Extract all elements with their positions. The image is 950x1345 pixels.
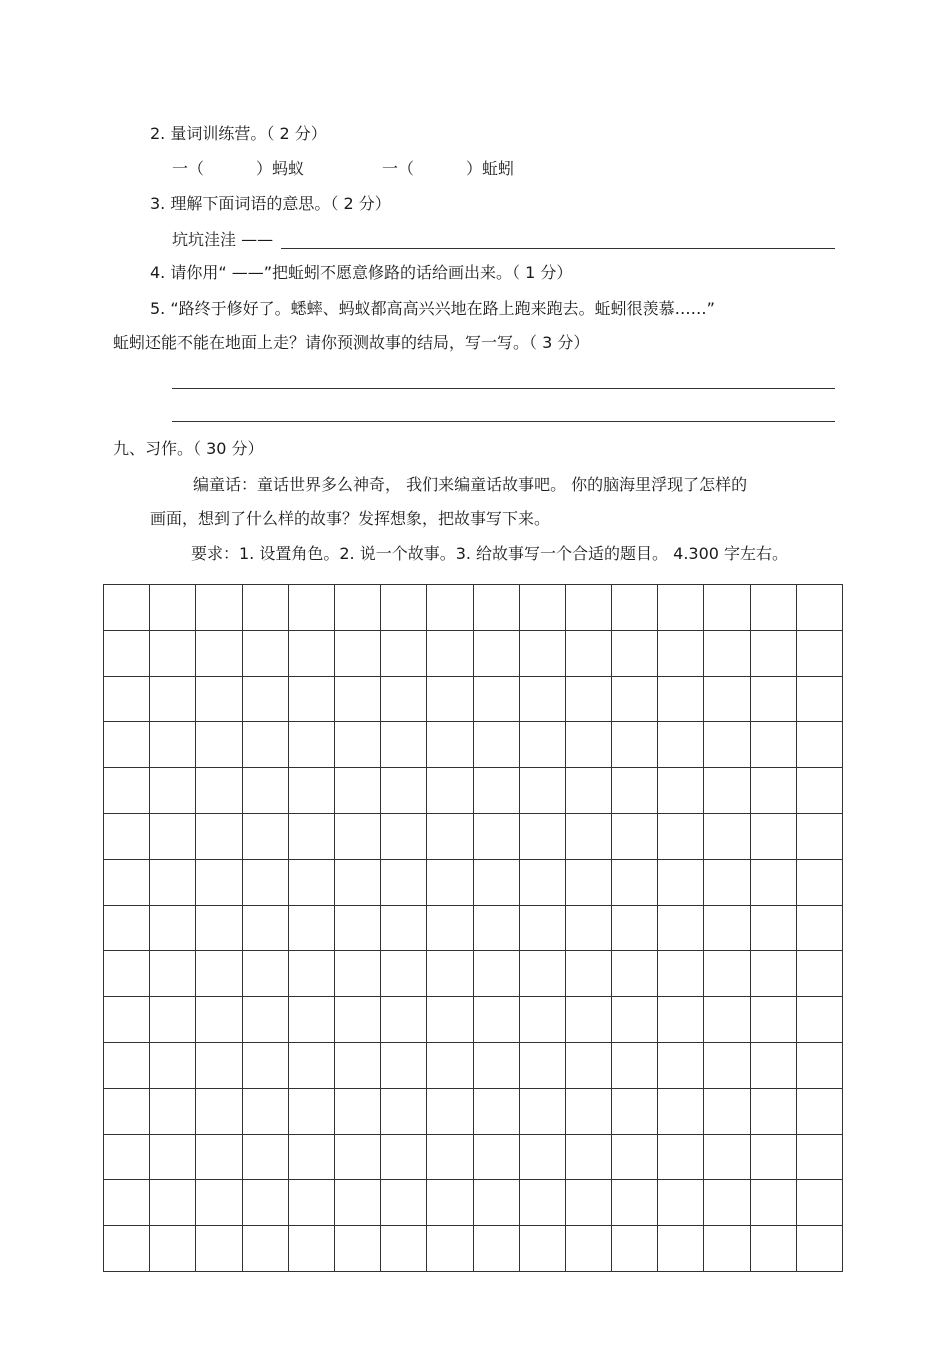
grid-cell[interactable] — [751, 722, 797, 768]
grid-cell[interactable] — [427, 631, 473, 677]
grid-cell[interactable] — [566, 906, 612, 952]
grid-cell[interactable] — [704, 860, 750, 906]
grid-cell[interactable] — [520, 860, 566, 906]
grid-cell[interactable] — [566, 951, 612, 997]
grid-cell[interactable] — [474, 906, 520, 952]
grid-cell[interactable] — [104, 631, 150, 677]
grid-cell[interactable] — [196, 1089, 242, 1135]
grid-cell[interactable] — [520, 951, 566, 997]
grid-cell[interactable] — [658, 677, 704, 723]
grid-cell[interactable] — [658, 860, 704, 906]
grid-cell[interactable] — [381, 677, 427, 723]
grid-cell[interactable] — [196, 951, 242, 997]
grid-cell[interactable] — [704, 997, 750, 1043]
grid-cell[interactable] — [289, 906, 335, 952]
grid-cell[interactable] — [797, 1043, 843, 1089]
grid-cell[interactable] — [797, 631, 843, 677]
grid-cell[interactable] — [427, 814, 473, 860]
grid-cell[interactable] — [335, 1226, 381, 1272]
grid-cell[interactable] — [150, 997, 196, 1043]
grid-cell[interactable] — [150, 1226, 196, 1272]
grid-cell[interactable] — [658, 768, 704, 814]
grid-cell[interactable] — [520, 1226, 566, 1272]
grid-cell[interactable] — [474, 1180, 520, 1226]
grid-cell[interactable] — [797, 1135, 843, 1181]
section9-prompt-line2: 画面，想到了什么样的故事？发挥想象，把故事写下来。 — [150, 509, 551, 528]
grid-cell[interactable] — [797, 768, 843, 814]
grid-cell[interactable] — [335, 768, 381, 814]
grid-cell[interactable] — [427, 951, 473, 997]
grid-cell[interactable] — [427, 768, 473, 814]
grid-cell[interactable] — [474, 1089, 520, 1135]
grid-cell[interactable] — [196, 997, 242, 1043]
grid-cell[interactable] — [612, 1043, 658, 1089]
grid-cell[interactable] — [751, 677, 797, 723]
grid-cell[interactable] — [658, 906, 704, 952]
grid-cell[interactable] — [751, 631, 797, 677]
grid-cell[interactable] — [474, 1043, 520, 1089]
grid-cell[interactable] — [751, 951, 797, 997]
grid-cell[interactable] — [566, 768, 612, 814]
grid-cell[interactable] — [704, 677, 750, 723]
grid-cell[interactable] — [289, 585, 335, 631]
grid-cell[interactable] — [150, 814, 196, 860]
grid-cell[interactable] — [427, 997, 473, 1043]
grid-cell[interactable] — [104, 585, 150, 631]
grid-cell[interactable] — [335, 814, 381, 860]
grid-cell[interactable] — [427, 1089, 473, 1135]
grid-cell[interactable] — [520, 814, 566, 860]
grid-cell[interactable] — [427, 722, 473, 768]
grid-cell[interactable] — [196, 768, 242, 814]
grid-cell[interactable] — [520, 631, 566, 677]
grid-cell[interactable] — [289, 768, 335, 814]
grid-cell[interactable] — [150, 677, 196, 723]
q2-item1-suffix: ）蚂蚁 — [256, 159, 305, 178]
grid-cell[interactable] — [797, 814, 843, 860]
grid-cell[interactable] — [243, 1180, 289, 1226]
grid-cell[interactable] — [150, 906, 196, 952]
grid-cell[interactable] — [612, 585, 658, 631]
section9-prompt-line1: 编童话：童话世界多么神奇， 我们来编童话故事吧。 你的脑海里浮现了怎样的 — [193, 475, 748, 494]
grid-cell[interactable] — [751, 860, 797, 906]
grid-cell[interactable] — [474, 951, 520, 997]
grid-cell[interactable] — [474, 677, 520, 723]
grid-cell[interactable] — [104, 860, 150, 906]
q2-item1-prefix: 一（ — [172, 159, 205, 178]
q5-line2: 蚯蚓还能不能在地面上走？请你预测故事的结局，写一写。（ 3 分） — [113, 333, 590, 352]
grid-cell[interactable] — [520, 1089, 566, 1135]
grid-cell[interactable] — [335, 1089, 381, 1135]
grid-cell[interactable] — [150, 768, 196, 814]
grid-cell[interactable] — [427, 677, 473, 723]
grid-cell[interactable] — [289, 951, 335, 997]
grid-cell[interactable] — [612, 677, 658, 723]
q5-line1: 5. “路终于修好了。蟋蟀、蚂蚁都高高兴兴地在路上跑来跑去。蚯蚓很羡慕……” — [150, 299, 715, 318]
grid-cell[interactable] — [704, 814, 750, 860]
grid-cell[interactable] — [566, 585, 612, 631]
grid-cell[interactable] — [196, 1180, 242, 1226]
grid-cell[interactable] — [704, 1135, 750, 1181]
grid-cell[interactable] — [566, 1135, 612, 1181]
grid-cell[interactable] — [474, 631, 520, 677]
q5-answer-line-1[interactable] — [172, 388, 835, 389]
grid-cell[interactable] — [104, 1043, 150, 1089]
grid-cell[interactable] — [289, 722, 335, 768]
grid-cell[interactable] — [520, 1043, 566, 1089]
grid-cell[interactable] — [566, 814, 612, 860]
grid-cell[interactable] — [797, 585, 843, 631]
grid-cell[interactable] — [612, 814, 658, 860]
grid-cell[interactable] — [243, 631, 289, 677]
grid-cell[interactable] — [335, 951, 381, 997]
grid-cell[interactable] — [704, 1226, 750, 1272]
grid-cell[interactable] — [243, 1226, 289, 1272]
grid-cell[interactable] — [612, 722, 658, 768]
grid-cell[interactable] — [658, 1180, 704, 1226]
grid-cell[interactable] — [612, 1180, 658, 1226]
grid-cell[interactable] — [196, 1043, 242, 1089]
grid-cell[interactable] — [612, 768, 658, 814]
grid-cell[interactable] — [381, 1135, 427, 1181]
grid-cell[interactable] — [797, 1089, 843, 1135]
q4-title: 4. 请你用“ ——”把蚯蚓不愿意修路的话给画出来。（ 1 分） — [150, 263, 573, 282]
grid-cell[interactable] — [289, 860, 335, 906]
grid-cell[interactable] — [381, 1226, 427, 1272]
grid-cell[interactable] — [381, 951, 427, 997]
grid-cell[interactable] — [381, 631, 427, 677]
grid-cell[interactable] — [335, 677, 381, 723]
grid-cell[interactable] — [427, 1180, 473, 1226]
grid-cell[interactable] — [196, 906, 242, 952]
grid-cell[interactable] — [150, 951, 196, 997]
grid-cell[interactable] — [474, 997, 520, 1043]
grid-cell[interactable] — [797, 906, 843, 952]
grid-cell[interactable] — [704, 1180, 750, 1226]
grid-cell[interactable] — [474, 1135, 520, 1181]
grid-cell[interactable] — [566, 860, 612, 906]
grid-cell[interactable] — [335, 1180, 381, 1226]
grid-cell[interactable] — [381, 814, 427, 860]
grid-cell[interactable] — [381, 906, 427, 952]
grid-cell[interactable] — [658, 997, 704, 1043]
grid-cell[interactable] — [104, 1180, 150, 1226]
grid-cell[interactable] — [658, 585, 704, 631]
grid-cell[interactable] — [797, 1226, 843, 1272]
grid-cell[interactable] — [751, 1226, 797, 1272]
grid-cell[interactable] — [797, 860, 843, 906]
q2-item2-prefix: 一（ — [382, 159, 415, 178]
grid-cell[interactable] — [196, 722, 242, 768]
grid-cell[interactable] — [289, 1043, 335, 1089]
grid-cell[interactable] — [566, 1180, 612, 1226]
grid-cell[interactable] — [381, 1043, 427, 1089]
grid-cell[interactable] — [658, 631, 704, 677]
grid-cell[interactable] — [520, 1135, 566, 1181]
grid-cell[interactable] — [243, 677, 289, 723]
q2-item-ant — [172, 158, 304, 180]
grid-cell[interactable] — [289, 997, 335, 1043]
grid-cell[interactable] — [704, 1043, 750, 1089]
grid-cell[interactable] — [566, 1089, 612, 1135]
grid-cell[interactable] — [150, 1180, 196, 1226]
grid-cell[interactable] — [751, 585, 797, 631]
grid-cell[interactable] — [335, 585, 381, 631]
grid-cell[interactable] — [520, 997, 566, 1043]
grid-cell[interactable] — [427, 860, 473, 906]
grid-cell[interactable] — [474, 585, 520, 631]
grid-cell[interactable] — [150, 722, 196, 768]
grid-cell[interactable] — [751, 1089, 797, 1135]
grid-cell[interactable] — [704, 906, 750, 952]
grid-cell[interactable] — [335, 722, 381, 768]
grid-cell[interactable] — [104, 722, 150, 768]
grid-cell[interactable] — [196, 814, 242, 860]
grid-cell[interactable] — [243, 1043, 289, 1089]
q2-item2-suffix: ）蚯蚓 — [466, 159, 515, 178]
grid-cell[interactable] — [243, 814, 289, 860]
grid-cell[interactable] — [658, 951, 704, 997]
grid-cell[interactable] — [104, 677, 150, 723]
grid-cell[interactable] — [797, 722, 843, 768]
grid-cell[interactable] — [658, 1135, 704, 1181]
grid-cell[interactable] — [474, 814, 520, 860]
grid-cell[interactable] — [658, 1043, 704, 1089]
grid-cell[interactable] — [243, 860, 289, 906]
grid-cell[interactable] — [243, 1089, 289, 1135]
grid-cell[interactable] — [520, 906, 566, 952]
grid-cell[interactable] — [612, 997, 658, 1043]
q3-word-label: 坑坑洼洼 —— — [172, 230, 274, 249]
grid-cell[interactable] — [104, 1226, 150, 1272]
grid-cell[interactable] — [474, 1226, 520, 1272]
grid-cell[interactable] — [612, 860, 658, 906]
grid-cell[interactable] — [751, 1180, 797, 1226]
section9-requirements: 要求：1. 设置角色。2. 说一个故事。3. 给故事写一个合适的题目。 4.300 字左右。 — [191, 544, 789, 563]
grid-cell[interactable] — [566, 677, 612, 723]
q5-answer-line-2[interactable] — [172, 421, 835, 422]
grid-cell[interactable] — [289, 1226, 335, 1272]
grid-cell[interactable] — [289, 631, 335, 677]
grid-cell[interactable] — [566, 1043, 612, 1089]
grid-cell[interactable] — [104, 906, 150, 952]
grid-cell[interactable] — [243, 1135, 289, 1181]
grid-cell[interactable] — [381, 997, 427, 1043]
grid-cell[interactable] — [704, 631, 750, 677]
grid-cell[interactable] — [566, 997, 612, 1043]
grid-cell[interactable] — [704, 1089, 750, 1135]
grid-cell[interactable] — [381, 1089, 427, 1135]
grid-cell[interactable] — [751, 906, 797, 952]
grid-cell[interactable] — [104, 997, 150, 1043]
grid-cell[interactable] — [797, 951, 843, 997]
grid-cell[interactable] — [150, 860, 196, 906]
grid-cell[interactable] — [704, 951, 750, 997]
grid-cell[interactable] — [196, 1226, 242, 1272]
grid-cell[interactable] — [520, 677, 566, 723]
grid-cell[interactable] — [612, 951, 658, 997]
grid-cell[interactable] — [612, 1135, 658, 1181]
grid-cell[interactable] — [381, 722, 427, 768]
grid-cell[interactable] — [289, 814, 335, 860]
grid-cell[interactable] — [612, 1089, 658, 1135]
grid-cell[interactable] — [150, 1089, 196, 1135]
grid-cell[interactable] — [751, 997, 797, 1043]
grid-cell[interactable] — [566, 1226, 612, 1272]
grid-cell[interactable] — [566, 631, 612, 677]
grid-cell[interactable] — [196, 585, 242, 631]
grid-cell[interactable] — [427, 1043, 473, 1089]
grid-cell[interactable] — [335, 631, 381, 677]
grid-cell[interactable] — [566, 722, 612, 768]
grid-cell[interactable] — [196, 631, 242, 677]
grid-cell[interactable] — [612, 1226, 658, 1272]
grid-cell[interactable] — [751, 1135, 797, 1181]
grid-cell[interactable] — [104, 1089, 150, 1135]
q2-title: 2. 量词训练营。（ 2 分） — [150, 124, 327, 143]
grid-cell[interactable] — [150, 1043, 196, 1089]
grid-cell[interactable] — [520, 768, 566, 814]
grid-cell[interactable] — [196, 860, 242, 906]
grid-cell[interactable] — [104, 814, 150, 860]
grid-cell[interactable] — [196, 1135, 242, 1181]
grid-cell[interactable] — [243, 585, 289, 631]
grid-cell[interactable] — [381, 1180, 427, 1226]
grid-cell[interactable] — [289, 1089, 335, 1135]
grid-cell[interactable] — [381, 768, 427, 814]
q2-item-earthworm — [382, 158, 514, 180]
grid-cell[interactable] — [520, 1180, 566, 1226]
grid-cell[interactable] — [658, 722, 704, 768]
grid-cell[interactable] — [243, 997, 289, 1043]
grid-cell[interactable] — [474, 768, 520, 814]
grid-cell[interactable] — [658, 1089, 704, 1135]
grid-cell[interactable] — [658, 814, 704, 860]
grid-cell[interactable] — [104, 768, 150, 814]
q3-title: 3. 理解下面词语的意思。（ 2 分） — [150, 194, 391, 213]
grid-cell[interactable] — [289, 1180, 335, 1226]
grid-cell[interactable] — [474, 860, 520, 906]
grid-cell[interactable] — [427, 1135, 473, 1181]
writing-grid[interactable] — [103, 584, 843, 1272]
grid-cell[interactable] — [704, 585, 750, 631]
grid-cell[interactable] — [196, 677, 242, 723]
grid-cell[interactable] — [289, 677, 335, 723]
grid-cell[interactable] — [335, 997, 381, 1043]
grid-cell[interactable] — [243, 722, 289, 768]
grid-cell[interactable] — [797, 997, 843, 1043]
grid-cell[interactable] — [104, 1135, 150, 1181]
grid-cell[interactable] — [381, 860, 427, 906]
grid-cell[interactable] — [751, 768, 797, 814]
section9-heading: 九、习作。（ 30 分） — [113, 439, 264, 458]
grid-cell[interactable] — [104, 951, 150, 997]
grid-cell[interactable] — [289, 1135, 335, 1181]
grid-cell[interactable] — [381, 585, 427, 631]
grid-cell[interactable] — [335, 906, 381, 952]
grid-cell[interactable] — [427, 1226, 473, 1272]
grid-cell[interactable] — [335, 1135, 381, 1181]
grid-cell[interactable] — [520, 722, 566, 768]
grid-cell[interactable] — [243, 768, 289, 814]
grid-cell[interactable] — [612, 631, 658, 677]
grid-cell[interactable] — [704, 768, 750, 814]
grid-cell[interactable] — [335, 860, 381, 906]
grid-cell[interactable] — [751, 1043, 797, 1089]
grid-cell[interactable] — [427, 906, 473, 952]
grid-cell[interactable] — [658, 1226, 704, 1272]
grid-cell[interactable] — [797, 677, 843, 723]
grid-cell[interactable] — [612, 906, 658, 952]
grid-cell[interactable] — [243, 951, 289, 997]
grid-cell[interactable] — [150, 1135, 196, 1181]
grid-cell[interactable] — [520, 585, 566, 631]
grid-cell[interactable] — [474, 722, 520, 768]
grid-cell[interactable] — [427, 585, 473, 631]
grid-cell[interactable] — [150, 585, 196, 631]
grid-cell[interactable] — [797, 1180, 843, 1226]
grid-cell[interactable] — [704, 722, 750, 768]
grid-cell[interactable] — [335, 1043, 381, 1089]
grid-cell[interactable] — [150, 631, 196, 677]
grid-cell[interactable] — [751, 814, 797, 860]
grid-cell[interactable] — [243, 906, 289, 952]
q3-answer-line[interactable] — [281, 248, 835, 249]
